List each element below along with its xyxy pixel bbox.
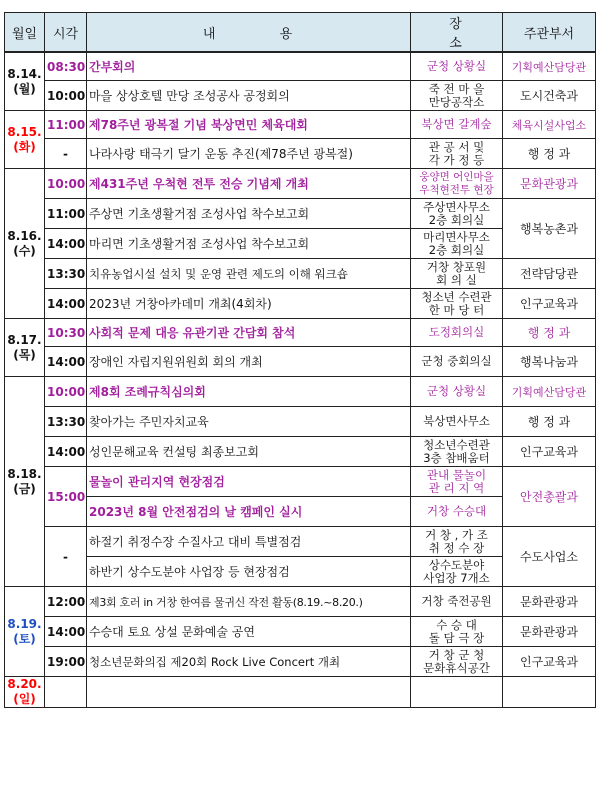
- time-cell: 12:00: [45, 587, 87, 617]
- date-line2: (목): [13, 347, 36, 362]
- time-cell: 15:00: [45, 467, 87, 527]
- content-cell: 2023년 8월 안전점검의 날 캠페인 실시: [87, 497, 411, 527]
- dept-cell: 전략담당관: [503, 259, 596, 289]
- date-line1: 8.16.: [7, 228, 42, 243]
- table-row: [5, 347, 596, 377]
- schedule-table: [4, 12, 596, 708]
- content-cell: 치유농업시설 설치 및 운영 관련 제도의 이해 워크숍: [87, 259, 411, 289]
- dept-cell: 행복농촌과: [503, 199, 596, 259]
- place-cell: 상수도분야 사업장 7개소: [411, 557, 503, 587]
- time-cell: 14:00: [45, 347, 87, 377]
- dept-cell: [503, 677, 596, 708]
- time-cell: 14:00: [45, 617, 87, 647]
- table-row: [5, 677, 596, 708]
- place-cell: 거 창 군 청 문화휴식공간: [411, 647, 503, 677]
- place-cell: 관내 물놀이 관 리 지 역: [411, 467, 503, 497]
- content-cell: 제8회 조례규칙심의회: [87, 377, 411, 407]
- header-date: 월일: [5, 13, 45, 53]
- header-time: 시각: [45, 13, 87, 53]
- date-line2: (일): [13, 692, 36, 706]
- table-row: [5, 377, 596, 407]
- header-place: 장 소: [411, 13, 503, 53]
- time-cell: [45, 677, 87, 708]
- place-cell: 거창 수승대: [411, 497, 503, 527]
- table-row: [5, 437, 596, 467]
- place-cell: 군청 상황실: [411, 377, 503, 407]
- place-cell: 청소년수련관 3층 참배움터: [411, 437, 503, 467]
- content-cell: 사회적 문제 대응 유관기관 간담회 참석: [87, 319, 411, 347]
- dept-cell: 도시건축과: [503, 81, 596, 111]
- table-row: [5, 617, 596, 647]
- table-row: [5, 587, 596, 617]
- time-cell: 11:00: [45, 199, 87, 229]
- time-cell: 10:30: [45, 319, 87, 347]
- table-row: [5, 169, 596, 199]
- place-cell: 거창 죽전공원: [411, 587, 503, 617]
- date-line2: (토): [13, 631, 36, 646]
- date-line2: (월): [13, 81, 36, 96]
- dept-cell: 인구교육과: [503, 647, 596, 677]
- header-content: 내 용: [87, 13, 411, 53]
- dept-cell: 체육시설사업소: [503, 111, 596, 139]
- time-cell: 14:00: [45, 437, 87, 467]
- place-cell: 관 공 서 및 각 가 정 등: [411, 139, 503, 169]
- place-cell: 죽 전 마 을 만당공작소: [411, 81, 503, 111]
- time-cell: 11:00: [45, 111, 87, 139]
- dept-cell: 기획예산담당관: [503, 52, 596, 81]
- date-line2: (수): [13, 243, 36, 258]
- date-line1: 8.14.: [7, 66, 42, 81]
- table-row: [5, 139, 596, 169]
- content-cell: 성인문해교육 컨설팅 최종보고회: [87, 437, 411, 467]
- table-row: [5, 52, 596, 81]
- content-cell: 나라사랑 태극기 달기 운동 추진(제78주년 광복절): [87, 139, 411, 169]
- time-cell: 10:00: [45, 377, 87, 407]
- table-row: [5, 289, 596, 319]
- dept-cell: 행복나눔과: [503, 347, 596, 377]
- content-cell: 청소년문화의집 제20회 Rock Live Concert 개최: [87, 647, 411, 677]
- table-row: [5, 199, 596, 229]
- dept-cell: 행 정 과: [503, 407, 596, 437]
- content-cell: 제3회 호러 in 거창 한여름 물귀신 작전 활동(8.19.~8.20.): [87, 587, 411, 617]
- place-cell: 주상면사무소 2층 회의실: [411, 199, 503, 229]
- content-cell: 장애인 자립지원위원회 회의 개최: [87, 347, 411, 377]
- header-row: [5, 13, 596, 53]
- table-row: [5, 111, 596, 139]
- time-cell: 10:00: [45, 169, 87, 199]
- table-row: [5, 81, 596, 111]
- time-cell: 08:30: [45, 52, 87, 81]
- place-cell: 도정회의실: [411, 319, 503, 347]
- time-cell: 14:00: [45, 229, 87, 259]
- place-cell: [411, 677, 503, 708]
- dept-cell: 행 정 과: [503, 319, 596, 347]
- date-cell: [5, 111, 45, 169]
- date-cell: [5, 169, 45, 319]
- time-cell: -: [45, 527, 87, 587]
- place-cell: 마리면사무소 2층 회의실: [411, 229, 503, 259]
- table-row: [5, 319, 596, 347]
- dept-cell: 인구교육과: [503, 289, 596, 319]
- place-cell: 수 승 대 돌 담 극 장: [411, 617, 503, 647]
- time-cell: -: [45, 139, 87, 169]
- date-line1: 8.17.: [7, 332, 42, 347]
- dept-cell: 안전총괄과: [503, 467, 596, 527]
- date-cell: [5, 377, 45, 587]
- content-cell: 2023년 거창아카데미 개최(4회차): [87, 289, 411, 319]
- table-row: [5, 467, 596, 497]
- table-row: [5, 259, 596, 289]
- place-cell: 군청 상황실: [411, 52, 503, 81]
- content-cell: 마을 상상호텔 만당 조성공사 공정회의: [87, 81, 411, 111]
- place-cell: 청소년 수련관 한 마 당 터: [411, 289, 503, 319]
- date-line1: 8.15.: [7, 124, 42, 139]
- time-cell: 13:30: [45, 259, 87, 289]
- dept-cell: 문화관광과: [503, 587, 596, 617]
- content-cell: 하반기 상수도분야 사업장 등 현장점검: [87, 557, 411, 587]
- time-cell: 13:30: [45, 407, 87, 437]
- content-cell: 주상면 기초생활거점 조성사업 착수보고회: [87, 199, 411, 229]
- content-cell: 간부회의: [87, 52, 411, 81]
- dept-cell: 기획예산담당관: [503, 377, 596, 407]
- place-cell: 북상면사무소: [411, 407, 503, 437]
- content-cell: 제78주년 광복절 기념 북상면민 체육대회: [87, 111, 411, 139]
- dept-cell: 문화관광과: [503, 169, 596, 199]
- content-cell: [87, 677, 411, 708]
- header-dept: 주관부서: [503, 13, 596, 53]
- content-cell: 수승대 토요 상설 문화예술 공연: [87, 617, 411, 647]
- date-line1: 8.18.: [7, 466, 42, 481]
- content-cell: 마리면 기초생활거점 조성사업 착수보고회: [87, 229, 411, 259]
- content-cell: 하절기 취정수장 수질사고 대비 특별점검: [87, 527, 411, 557]
- table-row: [5, 527, 596, 557]
- table-row: [5, 647, 596, 677]
- time-cell: 14:00: [45, 289, 87, 319]
- place-cell: 웅양면 어인마을 우척현전투 현장: [411, 169, 503, 199]
- dept-cell: 행 정 과: [503, 139, 596, 169]
- dept-cell: 인구교육과: [503, 437, 596, 467]
- content-cell: 제431주년 우척현 전투 전승 기념제 개최: [87, 169, 411, 199]
- date-line2: (화): [13, 139, 36, 154]
- content-cell: 물놀이 관리지역 현장점검: [87, 467, 411, 497]
- time-cell: 10:00: [45, 81, 87, 111]
- date-line1: 8.20.: [7, 677, 42, 691]
- place-cell: 거창 창포원 회 의 실: [411, 259, 503, 289]
- place-cell: 거 창 , 가 조 취 정 수 장: [411, 527, 503, 557]
- date-cell: [5, 52, 45, 111]
- date-cell: [5, 587, 45, 677]
- dept-cell: 수도사업소: [503, 527, 596, 587]
- date-line1: 8.19.: [7, 616, 42, 631]
- dept-cell: 문화관광과: [503, 617, 596, 647]
- content-cell: 찾아가는 주민자치교육: [87, 407, 411, 437]
- table-row: [5, 407, 596, 437]
- date-cell: [5, 677, 45, 708]
- date-cell: [5, 319, 45, 377]
- place-cell: 군청 중회의실: [411, 347, 503, 377]
- date-line2: (금): [13, 481, 36, 496]
- place-cell: 북상면 갈계숲: [411, 111, 503, 139]
- time-cell: 19:00: [45, 647, 87, 677]
